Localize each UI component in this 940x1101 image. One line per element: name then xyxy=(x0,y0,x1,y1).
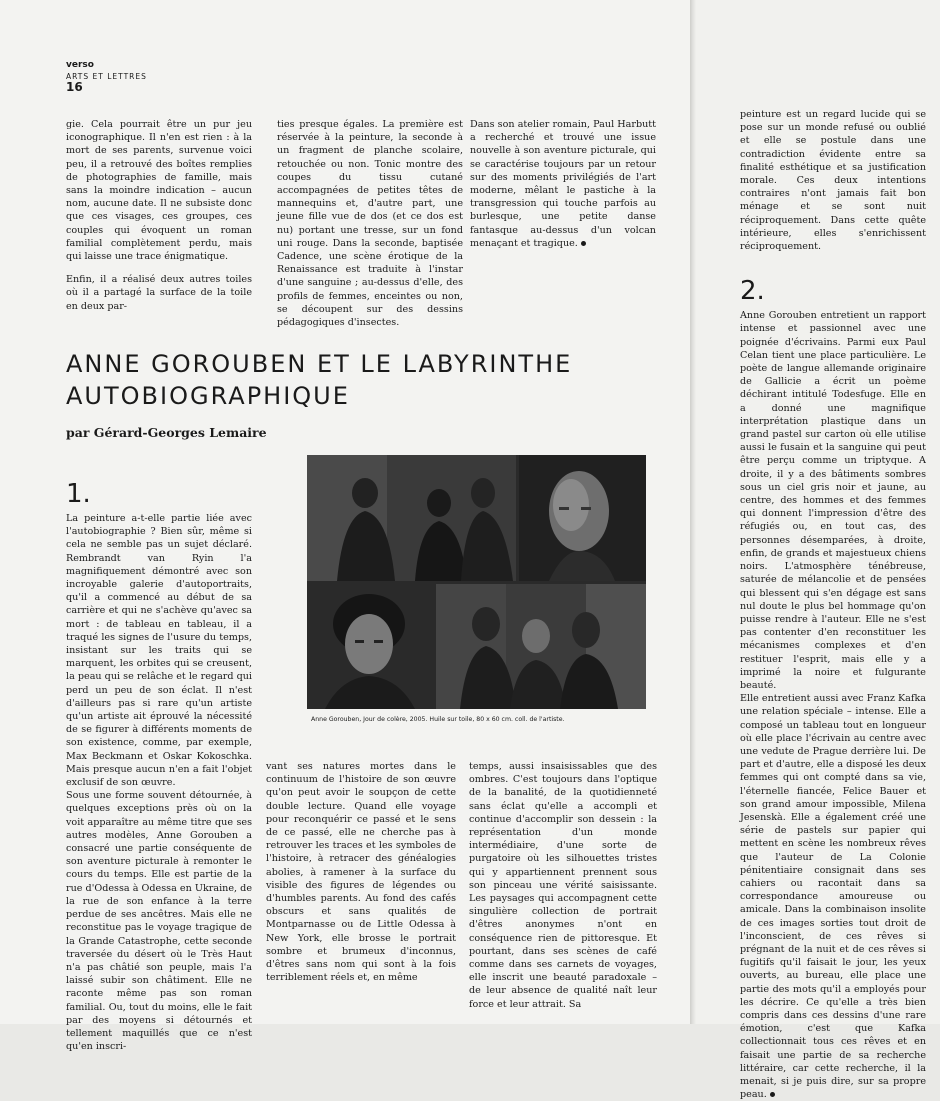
paragraph: vant ses natures mortes dans le continuum de l'histoire de son œuvre qu'on peut avoir le soupçon de cette double lecture. Quand elle voyage pour reconquérir ce passé et le sens de ce passé, elle ne cherche pas à retrouver les traces et les symboles de l'histoire, à retracer des généalogies abolies, à ramener à la surface du visible des figures de légendes ou d'humbles parents. Au fond des cafés obscurs et sans qualités de Montparnasse ou de Little Odessa à New York, elle brosse le portrait sombre et brumeux d'inconnus, d'êtres sans nom qui sont à la fois terriblement réels et, en même xyxy=(266,761,456,984)
section-name: ARTS ET LETTRES xyxy=(66,72,147,81)
section-number: 1. xyxy=(66,479,91,509)
intro-column-2 xyxy=(277,118,463,339)
page-header xyxy=(66,60,147,93)
figures-silhouettes-icon xyxy=(307,455,516,581)
paragraph: peinture est un regard lucide qui se pose sur un monde refusé ou oublié et elle se postule dans une contradiction évidente entre sa finalité esthétique et sa justification morale. Ces deux intentions contraires n'ont jamais fait bon ménage et se sont nuit réciproquement. Dans cette quête intérieure, elles s'enrichissent réciproquement. xyxy=(740,109,926,253)
paragraph: La peinture a-t-elle partie liée avec l'autobiographie ? Bien sûr, même si cela ne semble pas un sujet déclaré. Rembrandt van Ryin l'a magnifiquement démontré avec son incroyable galerie d'autoportraits, qu'il a commencé au début de sa carrière et qui ne s'achève qu'avec sa mort : de tableau en tableau, il a traqué les signes de l'usure du temps, insistant sur les traits qui se marquent, les orbites qui se creusent, la peau qui se relâche et le regard qui perd un peu de son éclat. Il n'est d'ailleurs pas si rare qu'un artiste qu'un artiste ait éprouvé la nécessité de se figurer à différents moments de son existence, comme, par exemple, Max Beckmann et Oskar Kokoschka. Mais presque aucun n'en a fait l'objet exclusif de son œuvre. xyxy=(66,513,252,789)
article-title xyxy=(66,348,572,412)
painting-figure xyxy=(307,455,646,709)
portrait-head-icon xyxy=(519,455,646,581)
paragraph: temps, aussi insaisissables que des ombres. C'est toujours dans l'optique de la banalité, de la quotidienneté sans éclat qu'elle a accompli et continue d'accomplir son dessein : la représentation d'un monde intermédiaire, d'une sorte de purgatoire où les silhouettes tristes qui y appartiennent prennent sous son pinceau une vérité saisissante. Les paysages qui accompagnent cette singulière collection de portrait d'êtres anonymes n'ont en conséquence rien de pittoresque. Et pourtant, dans ses scènes de café comme dans ses carnets de voyages, elle inscrit une beauté paradoxale – de leur absence de qualité naît leur force et leur attrait. Sa xyxy=(469,761,657,1010)
end-mark xyxy=(581,241,586,246)
magazine-name: verso xyxy=(66,60,94,70)
article-column-4 xyxy=(740,108,926,1101)
paragraph: Enfin, il a réalisé deux autres toiles où il a partagé la surface de la toile en deux par- xyxy=(66,274,252,312)
title-line-1: ANNE GOROUBEN ET LE LABYRINTHE xyxy=(66,350,573,378)
paragraph: Elle entretient aussi avec Franz Kafka une relation spéciale – intense. Elle a composé un tableau tout en longueur où elle place l'écrivain au centre avec une vedute de Prague derrière lui. De part et d'autre, elle a disposé les deux femmes qui ont compté dans sa vie, l'éternelle fiancée, Felice Bauer et son grand amour impossible, Milena Jesenskà. Elle a également créé une série de pastels sur papier qui mettent en scène les nombreux rêves que l'auteur de La Colonie pénitentiaire consignait dans ses cahiers ou racontait dans sa correspondance amoureuse ou amicale. Dans la combinaison insolite de ces images sorties tout droit de l'inconscient, de ces rêves si prégnant de la nuit et de ces rêves si fugitifs qu'il faisait le jour, les yeux ouverts, au bureau, elle place une partie des mots qu'il a employés pour les décrire. Ce qu'elle a très bien compris dans ces dessins d'une rare émotion, c'est que Kafka collectionnait tous ces rêves et en faisait une partie de sa recherche littéraire, car cette recherche, il la menait, si je puis dire, sur sa propre peau. xyxy=(740,693,926,1101)
intro-column-3 xyxy=(470,118,656,260)
intro-column-1 xyxy=(66,118,252,323)
page-number: 16 xyxy=(66,80,83,94)
byline: par Gérard-Georges Lemaire xyxy=(66,425,267,440)
paragraph: ties presque égales. La première est réservée à la peinture, la seconde à un fragment de planche scolaire, retouchée ou non. Tonic montre des coupes du tissu cutané accompagnées de petites têtes de mannequins et, d'autre part, une jeune fille vue de dos (et ce dos est nu) portant une tresse, sur un fond uni rouge. Dans la seconde, baptisée Cadence, une scène érotique de la Renaissance est traduite à l'instar d'une sanguine ; au-dessus d'elle, des profils de femmes, enceintes ou non, se découpent sur des dessins pédagogiques d'insectes. xyxy=(277,119,463,329)
figure-caption: Anne Gorouben, Jour de colère, 2005. Huile sur toile, 80 x 60 cm. coll. de l'artiste. xyxy=(311,716,565,723)
painting-panel-portrait-man xyxy=(519,455,646,581)
painting-panel-bar-scene xyxy=(307,455,516,581)
article-column-1 xyxy=(66,480,252,1053)
article-column-2 xyxy=(266,760,456,984)
painting-panel-group xyxy=(436,584,646,709)
page-gutter xyxy=(690,0,696,1024)
portrait-woman-icon xyxy=(307,584,433,709)
painting-panel-portrait-woman xyxy=(307,584,433,709)
paragraph: Anne Gorouben entretient un rapport intense et passionnel avec une poignée d'écrivains. Parmi eux Paul Celan tient une place particulière. Le poète de langue allemande originaire de Gallicie a écrit un poème déchirant intitulé Todesfuge. Elle en a donné une magnifique interprétation plastique dans un grand pastel sur carton où elle utilise aussi le fusain et la sanguine qui peut être perçu comme un triptyque. A droite, il y a des bâtiments sombres sous un ciel gris noir et jaune, au centre, des hommes et des femmes qui donnent l'impression d'être des réfugiés ou, en tout cas, des personnes désemparées, à droite, enfin, de grands et majestueux chiens noirs. L'atmosphère ténébreuse, saturée de mélancolie et de pensées qui blessent qui s'en dégage est sans nul doute le plus bel hommage qu'on puisse rendre à l'auteur. Elle ne s'est pas contenter d'en reconstituer les mécanismes complexes et d'en restituer l'esprit, mais elle y a imprimé la noire et fulgurante beauté. xyxy=(740,310,926,691)
section-number: 2. xyxy=(740,276,765,307)
group-figures-icon xyxy=(436,584,646,709)
article-column-3 xyxy=(469,760,657,1011)
end-mark xyxy=(770,1092,775,1097)
title-line-2: AUTOBIOGRAPHIQUE xyxy=(66,382,350,410)
paragraph: Dans son atelier romain, Paul Harbutt a recherché et trouvé une issue nouvelle à son aventure picturale, qui se caractérise toujours par un retour sur des moments privilégiés de l'art moderne, mêlant le pastiche à la transgression qui touche parfois au burlesque, une petite danse fantasque au-dessus d'un volcan menaçant et tragique. xyxy=(470,119,656,249)
paragraph: gie. Cela pourrait être un pur jeu iconographique. Il n'en est rien : à la mort de ses parents, survenue voici peu, il a retrouvé des boîtes remplies de photographies de famille, mais sans la moindre indication – aucun nom, aucune date. Il ne subsiste donc que ces visages, ces groupes, ces couples qui évoquent un roman familial complètement perdu, mais qui laisse une trace énigmatique. xyxy=(66,119,252,263)
paragraph: Sous une forme souvent détournée, à quelques exceptions près où on la voit apparaître au même titre que ses autres modèles, Anne Gorouben a consacré une partie conséquente de son aventure picturale à remonter le cours du temps. Elle est partie de la rue d'Odessa à Odessa en Ukraine, de la rue de son enfance à la terre perdue de ses ancêtres. Mais elle ne reconstitue pas le voyage tragique de la Grande Catastrophe, cette seconde traversée du désert où le Très Haut n'a pas châtié son peuple, mais l'a laissé subir son châtiment. Elle ne raconte même pas son roman familial. Ou, tout du moins, elle le fait par des moyens si détournés et tellement maquillés que ce n'est qu'en inscri- xyxy=(66,790,252,1053)
